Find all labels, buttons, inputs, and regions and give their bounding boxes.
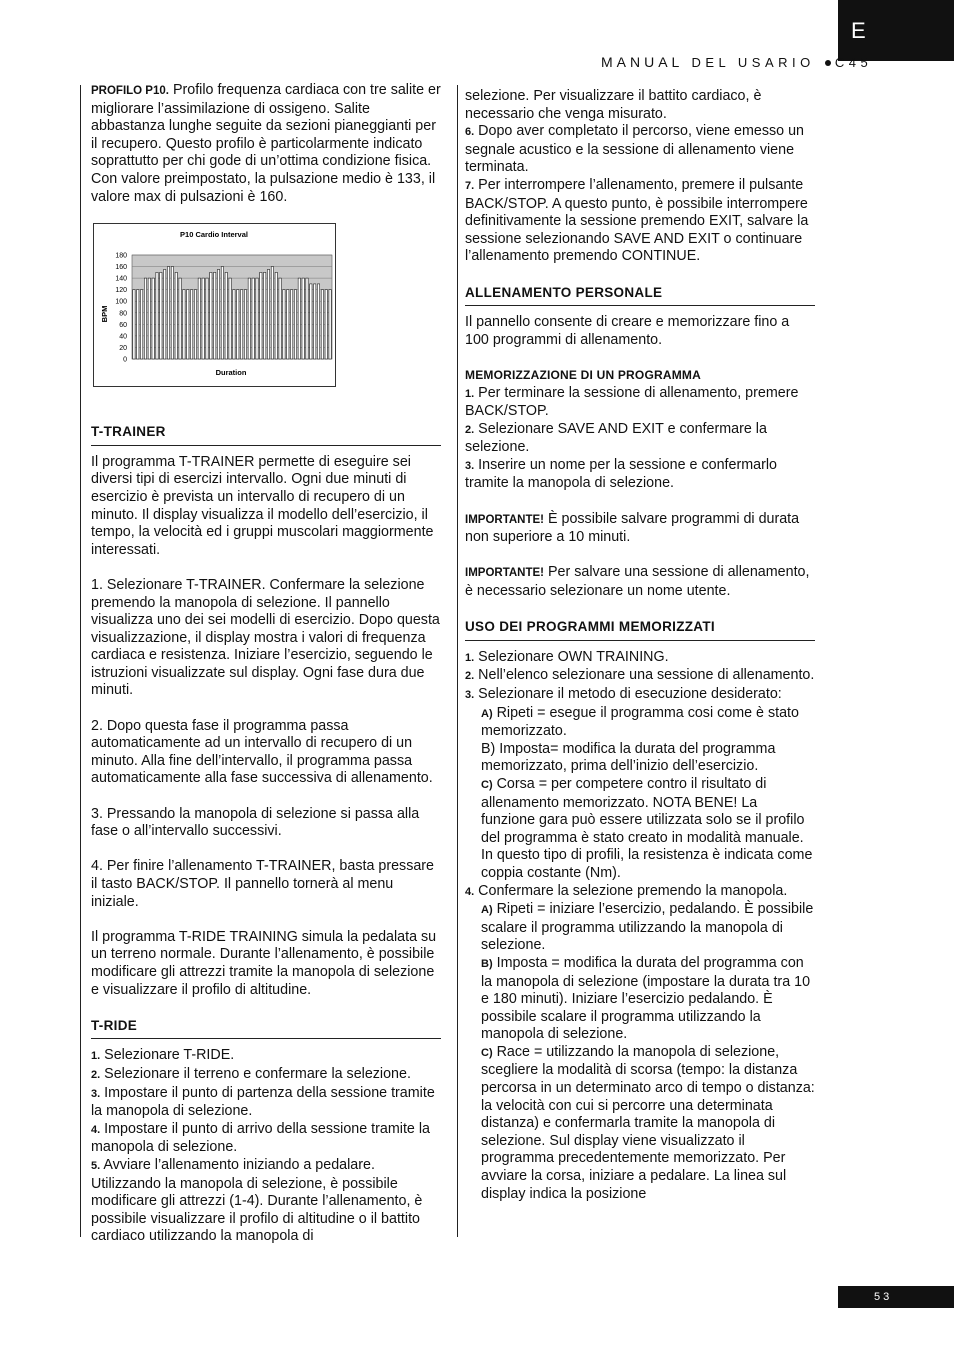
chart-bar	[283, 290, 285, 359]
option-text: Race = utilizzando la manopola di selezione, scegliere la modalità di scorsa (tempo: la distanza percorsa in un determinato arco di tempo o distanza: la velocità con cui si percorre una determinata distanza) e confermarla tramite la manopola di selezione. Sul display viene visualizzato il programma precedentemente memorizzato. Per avviare la corsa, iniziare a pedalare. La linea sul display indica la posizione	[481, 1043, 815, 1202]
step-number: 6.	[465, 126, 475, 139]
tride-step	[91, 1121, 441, 1157]
chart-bar	[148, 278, 150, 359]
chart-bar	[294, 290, 296, 359]
chart-bar	[260, 272, 262, 359]
chart-bar	[183, 290, 185, 359]
step-number: 3.	[91, 1087, 101, 1100]
uso-step-3b: B) Imposta= modifica la durata del programma memorizzato, prima dell’inizio dell’esercizio.	[481, 740, 776, 775]
chart-y-tick-label: 0	[123, 356, 127, 364]
chart-bar	[210, 272, 212, 359]
chart-bar	[225, 272, 227, 359]
step-text: Inserire un nome per la sessione e confermarlo tramite la manopola di selezione.	[465, 456, 777, 492]
chart-ylabel: BPM	[100, 305, 109, 323]
chart-bar	[171, 267, 173, 359]
chart-bar	[137, 290, 139, 359]
p10-paragraph	[91, 82, 441, 206]
chart-bar	[310, 284, 312, 359]
tride-step	[91, 1157, 441, 1246]
step-text: Per terminare la sessione di allenamento, premere BACK/STOP.	[465, 384, 799, 420]
option-text: Ripeti = iniziare l’esercizio, pedalando. È possibile scalare il programma utilizzando la manopola di selezione.	[481, 901, 814, 954]
chart-bar	[206, 278, 208, 359]
chart-bar	[214, 272, 216, 359]
chart-bar	[217, 270, 219, 360]
chart-y-tick-label: 60	[119, 321, 127, 329]
header-model: C45	[834, 55, 873, 70]
chart-bar	[325, 290, 327, 359]
chart-bar	[167, 267, 169, 359]
chart-bar	[302, 278, 304, 359]
page-number: 53	[838, 1286, 954, 1308]
step-text: Nell’elenco selezionare una sessione di allenamento.	[478, 667, 815, 684]
chart-bar	[244, 290, 246, 359]
chart-bar	[329, 290, 331, 359]
important-label: IMPORTANTE!	[465, 513, 545, 526]
p10-chart-svg	[94, 224, 335, 386]
step-number: 3.	[465, 459, 475, 472]
p10-label: PROFILO P10.	[91, 85, 169, 97]
step-text: Dopo aver completato il percorso, viene emesso un segnale acustico e la sessione di allenamento viene terminata.	[465, 123, 804, 176]
option-letter: A)	[481, 904, 493, 917]
p10-chart	[93, 223, 336, 387]
chart-xlabel: Duration	[215, 368, 247, 378]
chart-bar	[144, 278, 146, 359]
language-tab: E	[838, 0, 954, 61]
tride-step-7	[465, 177, 815, 266]
step-number: 4.	[91, 1123, 101, 1136]
left-column	[91, 82, 441, 1246]
step-text: Selezionare T-RIDE.	[104, 1047, 235, 1064]
chart-bar	[264, 272, 266, 359]
chart-y-tick-label: 20	[119, 345, 127, 353]
tride-heading: T-RIDE	[91, 1017, 441, 1040]
tride-intro: Il programma T-RIDE TRAINING simula la pedalata su un terreno normale. Durante l’allenamento, è possibile modificare gli attrezzi tramite la manopola di selezione e visualizzare il profilo di altitudine.	[91, 928, 437, 998]
step-number: 4.	[465, 885, 475, 898]
personal-heading: ALLENAMENTO PERSONALE	[465, 284, 815, 307]
chart-bar	[194, 290, 196, 359]
step-text: Selezionare il metodo di esecuzione desiderato:	[478, 686, 782, 702]
important-note-1	[465, 511, 815, 547]
uso-step-3	[465, 686, 815, 705]
chart-y-tick-label: 100	[115, 298, 127, 306]
chart-bar	[306, 278, 308, 359]
uso-step-2	[465, 667, 815, 686]
step-number: 3.	[465, 689, 475, 701]
tride-step	[91, 1066, 441, 1085]
chart-bar	[287, 290, 289, 359]
step-number: 5.	[91, 1159, 101, 1172]
option-text: Corsa = per competere contro il risultato di allenamento memorizzato. NOTA BENE! La funzione gara può essere utilizzata solo se il profilo del programma è stato creato in modalità manuale. In questo tipo di profili, la resistenza è indicata come coppia costante (Nm).	[481, 775, 813, 881]
chart-y-tick-label: 160	[115, 264, 127, 272]
chart-bar	[279, 278, 281, 359]
uso-heading: USO DEI PROGRAMMI MEMORIZZATI	[465, 618, 815, 641]
chart-plot-area	[115, 253, 332, 364]
chart-bar	[160, 272, 162, 359]
step-text: Impostare il punto di arrivo della sessione tramite la manopola di selezione.	[91, 1120, 430, 1156]
chart-bar	[156, 272, 158, 359]
memo-step	[465, 421, 815, 457]
important-text: Per salvare una sessione di allenamento, è necessario selezionare un nome utente.	[465, 564, 810, 600]
left-margin-rule	[80, 85, 81, 1237]
option-letter: C)	[481, 1046, 493, 1059]
chart-bar	[133, 290, 135, 359]
chart-y-tick-label: 140	[115, 275, 127, 283]
uso-step-3c	[465, 776, 815, 883]
page-header	[601, 54, 872, 70]
ttrainer-paragraph-2: 1. Selezionare T-TRAINER. Confermare la selezione premendo la manopola di selezione. Il pannello visualizza uno dei sei modelli di esercizio. Dopo questa visualizzazione, il display mostra i valori di frequenza cardiaca e resistenza. Iniziare l’esercizio, seguendo le istruzioni visualizzate sul display. Ogni fase dura due minuti.	[91, 576, 440, 699]
chart-bar	[248, 278, 250, 359]
chart-bar	[256, 278, 258, 359]
chart-bar	[321, 290, 323, 359]
ttrainer-paragraph-4: 3. Pressando la manopola di selezione si passa alla fase o all’intervallo successivi.	[91, 805, 420, 840]
header-rest: DEL USARIO	[691, 55, 815, 70]
chart-bar	[140, 290, 142, 359]
chart-bar	[187, 290, 189, 359]
ttrainer-paragraph-3: 2. Dopo questa fase il programma passa automaticamente ad un intervallo di recupero di un minuto. Alla fine dell’intervallo, il programma passa automaticamente alla fase successiva di allenamento.	[91, 717, 433, 787]
ttrainer-paragraph-5: 4. Per finire l’allenamento T-TRAINER, basta pressare il tasto BACK/STOP. Il pannello tornerà al menu iniziale.	[91, 858, 435, 910]
chart-title: P10 Cardio Interval	[180, 230, 248, 240]
ttrainer-paragraph-1: Il programma T-TRAINER permette di eseguire sei diversi tipi di esercizi intervallo. Ogni due minuti di esercizio è prevista un intervallo di recupero di un minuto. Il display visualizza il modello dell’esercizio, il tempo, la velocità ed i gruppi muscolari maggiormente interessati.	[91, 453, 434, 558]
step-text: Avviare l’allenamento iniziando a pedalare. Utilizzando la manopola di selezione, è possibile modificare gli attrezzi (1-4). Durante l’allenamento, è possibile visualizzare il profilo di altitudine o il battito cardiaco utilizzando la manopola di	[91, 1156, 423, 1245]
chart-bar	[202, 278, 204, 359]
ttrainer-heading: T-TRAINER	[91, 423, 441, 446]
memo-step	[465, 385, 815, 421]
chart-y-tick-label: 80	[119, 310, 127, 318]
step-number: 2.	[465, 670, 475, 683]
chart-bar	[164, 270, 166, 360]
step-text: Impostare il punto di partenza della sessione tramite la manopola di selezione.	[91, 1084, 435, 1120]
uso-step-4b	[465, 955, 815, 1044]
memo-step	[465, 457, 815, 493]
personal-text: Il pannello consente di creare e memorizzare fino a 100 programmi di allenamento.	[465, 314, 790, 348]
header-manual: MANUAL	[601, 54, 684, 70]
tride-step	[91, 1047, 441, 1066]
chart-bar	[198, 278, 200, 359]
chart-bar	[317, 284, 319, 359]
chart-y-tick-label: 180	[115, 252, 127, 260]
chart-y-tick-label: 40	[119, 333, 127, 341]
step-number: 2.	[465, 423, 475, 436]
uso-step-4c	[465, 1044, 815, 1203]
uso-step-4	[465, 883, 815, 902]
chart-bar	[229, 278, 231, 359]
important-text: È possibile salvare programmi di durata non superiore a 10 minuti.	[465, 510, 800, 546]
step-text: Selezionare OWN TRAINING.	[478, 648, 669, 665]
bullet-icon	[825, 60, 831, 66]
chart-bar	[237, 290, 239, 359]
step-text: Confermare la selezione premendo la manopola.	[478, 882, 788, 899]
memo-heading: MEMORIZZAZIONE DI UN PROGRAMMA	[465, 367, 701, 382]
important-note-2	[465, 564, 815, 600]
chart-bar	[240, 290, 242, 359]
chart-bar	[267, 270, 269, 360]
option-text: Imposta = modifica la durata del programma con la manopola di selezione (impostare la durata tra 10 e 180 minuti). Iniziare l’esercizio pedalando. È possibile scalare il programma utilizzando la manopola di selezione.	[481, 954, 811, 1043]
step-number: 2.	[91, 1068, 101, 1081]
column-divider	[457, 85, 458, 1237]
chart-bar	[298, 278, 300, 359]
step-number: 7.	[465, 179, 475, 192]
tride-step	[91, 1085, 441, 1121]
step-text: Selezionare il terreno e confermare la selezione.	[104, 1065, 411, 1082]
continued-text: selezione. Per visualizzare il battito cardiaco, è necessario che venga misurato.	[465, 88, 762, 122]
chart-bar	[190, 290, 192, 359]
chart-bar	[221, 267, 223, 359]
chart-bar	[275, 272, 277, 359]
step-number: 1.	[465, 651, 475, 664]
chart-y-tick-label: 120	[115, 287, 127, 295]
step-text: Per interrompere l’allenamento, premere il pulsante BACK/STOP. A questo punto, è possibile interrompere definitivamente la sessione premendo EXIT, salvare la sessione selezionando SAVE AND EXIT o continuare l’allenamento premendo CONTINUE.	[465, 176, 809, 265]
uso-step-4a	[465, 901, 815, 955]
option-letter: A)	[481, 707, 493, 720]
step-number: 1.	[91, 1050, 101, 1063]
chart-bar	[233, 290, 235, 359]
chart-bar	[252, 278, 254, 359]
p10-text: Profilo frequenza cardiaca con tre salite er migliorare l’assimilazione di ossigeno. Salite abbastanza lunghe seguite da sezioni pianeggianti per il recupero. Questo profilo è particolarmente indicato soprattutto per chi gode di un’ottima condizione fisica. Con valore preimpostato, la pulsazione medio è 133, il valore max di pulsazioni è 160.	[91, 82, 441, 205]
chart-bar	[179, 278, 181, 359]
right-column	[465, 88, 815, 1203]
option-letter: B)	[481, 957, 493, 970]
important-label: IMPORTANTE!	[465, 567, 545, 580]
tride-step-6	[465, 123, 815, 177]
option-text: Ripeti = esegue il programma cosi come è stato memorizzato.	[481, 704, 799, 740]
chart-bar	[175, 272, 177, 359]
chart-bar	[152, 278, 154, 359]
chart-bar	[314, 284, 316, 359]
chart-bar	[290, 290, 292, 359]
step-number: 1.	[465, 387, 475, 400]
uso-step-3a	[465, 705, 815, 741]
step-text: Selezionare SAVE AND EXIT e confermare la selezione.	[465, 420, 767, 456]
option-letter: C)	[481, 778, 493, 791]
uso-step-1	[465, 649, 815, 668]
chart-bar	[271, 267, 273, 359]
